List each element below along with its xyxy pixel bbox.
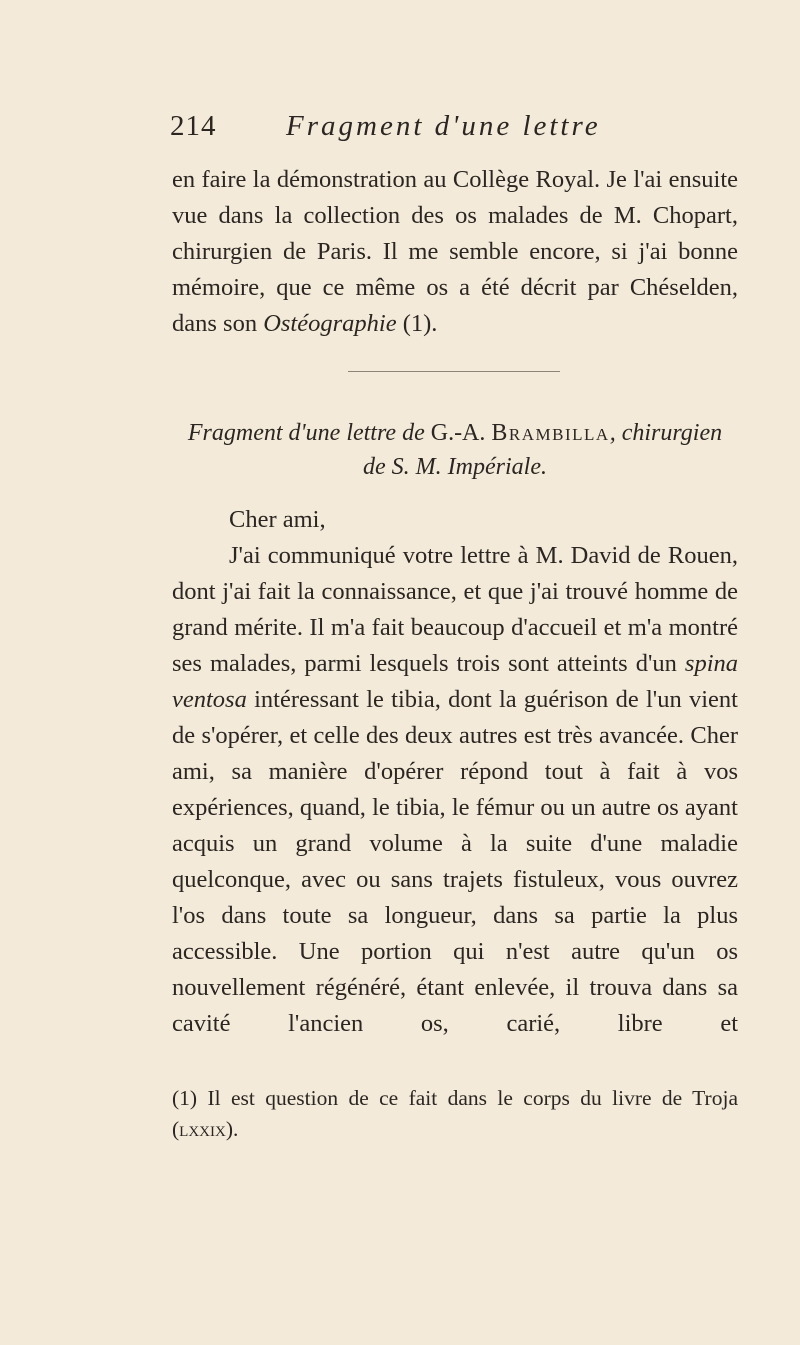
letter-body-part2: intéressant le tibia, dont la guérison de l'un vient de s'opérer, et celle des deux autres est très avancée. Cher ami, sa manière d'opérer répond tout à fait à vos expériences, quand, le tibia, le fémur ou un autre os ayant acquis un grand volume à la suite d'une maladie quelconque, avec ou sans trajets fistuleux, vous ouvrez l'os dans toute sa longueur, dans sa partie la plus accessible. Une portion qui n'est autre qu'un os nouvellement régénéré, étant enlevée, il trouva dans sa cavité l'ancien os, carié, libre et — [172, 686, 738, 1037]
footnote — [172, 1083, 738, 1145]
letter-title-part2: , chirurgien — [609, 420, 723, 446]
page-number: 214 — [170, 110, 217, 142]
footnote-end: ). — [225, 1117, 239, 1141]
letter-body-part1: J'ai communiqué votre lettre à M. David de Rouen, dont j'ai fait la connaissance, et que j'ai trouvé homme de grand mérite. Il m'a fait beaucoup d'accueil et m'a montré ses malades, parmi lesquels trois sont atteints d'un — [172, 542, 738, 677]
footnote-chapter-ref: lxxix — [179, 1117, 226, 1141]
author-initials: G.-A. — [424, 420, 492, 446]
author-name: Brambilla — [491, 420, 610, 446]
section-divider — [348, 371, 560, 372]
letter-title — [172, 416, 738, 484]
paragraph-continuation — [172, 162, 738, 342]
letter-title-part1: Fragment d'une lettre de — [187, 420, 425, 446]
page-header — [170, 110, 640, 150]
term-spina-ventosa: spina ventosa — [172, 650, 738, 713]
running-title: Fragment d'une lettre — [286, 110, 601, 142]
salutation: Cher ami, — [229, 506, 326, 533]
footnote-marker: (1) — [172, 1086, 198, 1110]
footnote-reference: (1). — [396, 310, 438, 337]
work-title-osteographie: Ostéographie — [263, 310, 397, 337]
footnote-text: Il est question de ce fait dans le corps du livre de Troja ( — [172, 1086, 738, 1141]
letter-body — [172, 538, 738, 1078]
paragraph-1-text: en faire la démonstration au Collège Royal. Je l'ai ensuite vue dans la collection des os malades de M. Chopart, chirurgien de Paris. Il me semble encore, si j'ai bonne mémoire, que ce même os a été décrit par Chéselden, dans son — [172, 166, 738, 337]
letter-title-line2: de S. M. Impériale. — [363, 454, 547, 480]
